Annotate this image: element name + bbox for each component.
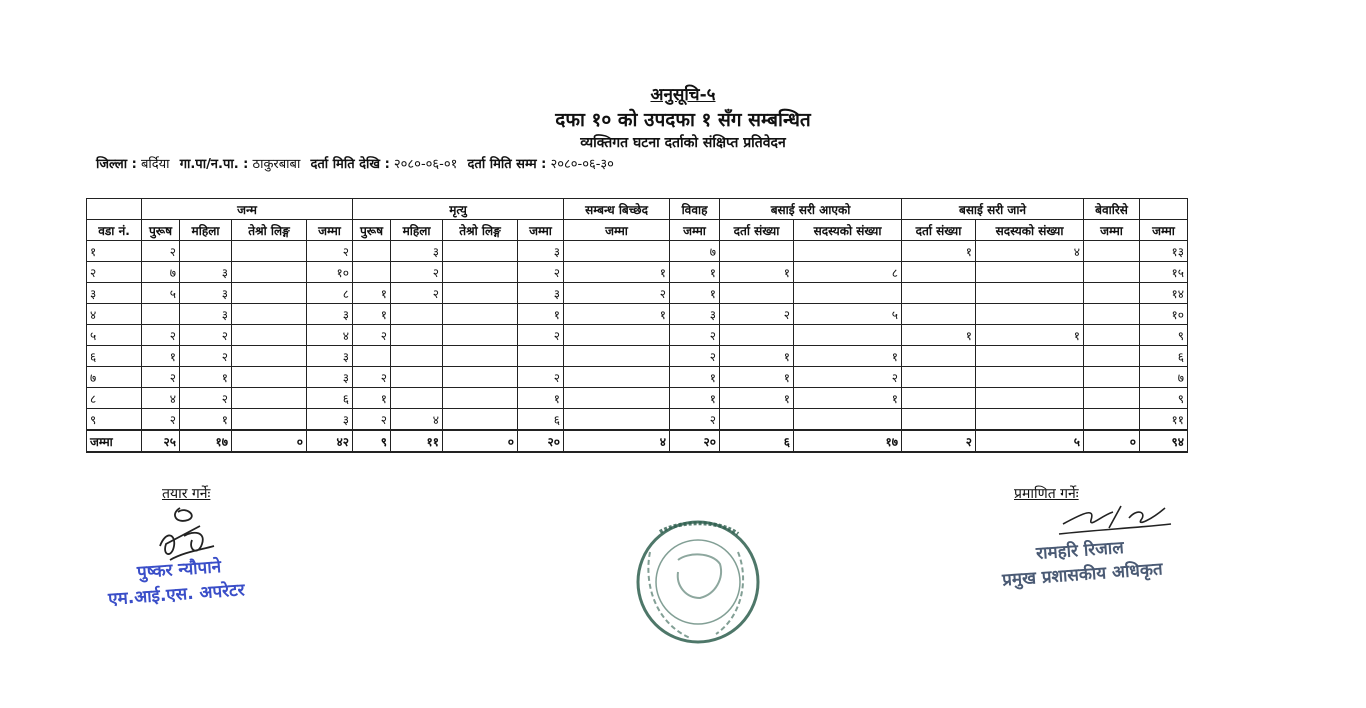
table-cell: १० bbox=[1140, 304, 1188, 325]
table-cell bbox=[443, 241, 518, 262]
ward-cell: १ bbox=[87, 241, 142, 262]
table-cell: १४ bbox=[1140, 283, 1188, 304]
table-cell bbox=[232, 325, 307, 346]
table-cell: ४ bbox=[564, 430, 670, 452]
document-subtitle: व्यक्तिगत घटना दर्ताको संक्षिप्त प्रतिवेदन bbox=[580, 135, 786, 151]
table-cell: १ bbox=[720, 367, 794, 388]
table-row bbox=[87, 241, 1188, 262]
schedule-heading: अनुसूचि-५ bbox=[650, 85, 716, 105]
table-cell bbox=[902, 409, 976, 431]
ward-cell: ७ bbox=[87, 367, 142, 388]
table-cell: ७ bbox=[142, 262, 180, 283]
table-cell bbox=[443, 388, 518, 409]
municipality-label: गा.पा/न.पा. : bbox=[179, 157, 249, 172]
table-cell bbox=[794, 325, 902, 346]
table-cell bbox=[1084, 283, 1140, 304]
table-cell bbox=[232, 409, 307, 431]
table-cell: ३ bbox=[180, 283, 232, 304]
table-cell bbox=[564, 388, 670, 409]
table-cell: ९ bbox=[353, 430, 391, 452]
marriage-group-header: विवाह bbox=[670, 199, 720, 220]
table-cell: १ bbox=[353, 304, 391, 325]
table-cell: १ bbox=[720, 346, 794, 367]
table-cell bbox=[391, 346, 443, 367]
table-cell bbox=[976, 367, 1084, 388]
table-cell: १७ bbox=[180, 430, 232, 452]
table-row bbox=[87, 409, 1188, 431]
table-cell: २ bbox=[180, 325, 232, 346]
ward-cell: ८ bbox=[87, 388, 142, 409]
table-cell: २ bbox=[353, 367, 391, 388]
table-cell: १ bbox=[720, 388, 794, 409]
table-cell bbox=[391, 388, 443, 409]
table-row bbox=[87, 325, 1188, 346]
table-cell: २ bbox=[670, 325, 720, 346]
total-row bbox=[87, 430, 1188, 452]
table-cell: ० bbox=[232, 430, 307, 452]
table-cell: ३ bbox=[307, 367, 353, 388]
birth-male-header: पुरूष bbox=[142, 220, 180, 241]
table-cell: १ bbox=[564, 262, 670, 283]
table-cell bbox=[391, 367, 443, 388]
table-cell bbox=[564, 241, 670, 262]
table-cell: ३ bbox=[180, 304, 232, 325]
table-cell: २० bbox=[518, 430, 564, 452]
table-cell: २ bbox=[142, 325, 180, 346]
out-member-count-header: सदस्यको संख्या bbox=[976, 220, 1084, 241]
table-cell bbox=[976, 388, 1084, 409]
table-row bbox=[87, 388, 1188, 409]
table-cell: २ bbox=[180, 346, 232, 367]
district-value: बर्दिया bbox=[140, 157, 170, 172]
table-cell: ७ bbox=[1140, 367, 1188, 388]
table-cell bbox=[443, 325, 518, 346]
table-cell bbox=[902, 367, 976, 388]
death-total-header: जम्मा bbox=[518, 220, 564, 241]
table-cell: ६ bbox=[307, 388, 353, 409]
table-cell bbox=[564, 346, 670, 367]
table-cell bbox=[794, 283, 902, 304]
table-cell bbox=[1084, 304, 1140, 325]
table-cell: ४ bbox=[142, 388, 180, 409]
table-cell bbox=[443, 304, 518, 325]
table-cell: २ bbox=[353, 409, 391, 431]
table-cell bbox=[232, 283, 307, 304]
table-cell: १ bbox=[180, 409, 232, 431]
table-cell bbox=[902, 283, 976, 304]
table-cell bbox=[976, 262, 1084, 283]
table-cell: ९४ bbox=[1140, 430, 1188, 452]
table-cell: ८ bbox=[307, 283, 353, 304]
table-cell: १ bbox=[902, 241, 976, 262]
table-cell: ९ bbox=[1140, 388, 1188, 409]
ward-cell: ५ bbox=[87, 325, 142, 346]
ward-cell: ६ bbox=[87, 346, 142, 367]
table-cell bbox=[391, 325, 443, 346]
unclaimed-total-header: जम्मा bbox=[1084, 220, 1140, 241]
table-cell bbox=[976, 304, 1084, 325]
table-row bbox=[87, 283, 1188, 304]
to-date-label: दर्ता मिति सम्म : bbox=[467, 157, 547, 172]
table-cell bbox=[232, 262, 307, 283]
table-cell: ११ bbox=[391, 430, 443, 452]
table-cell bbox=[518, 346, 564, 367]
table-cell bbox=[976, 283, 1084, 304]
prepared-by-title: तयार गर्नेः bbox=[162, 486, 211, 502]
birth-total-header: जम्मा bbox=[307, 220, 353, 241]
certified-by-signature bbox=[1055, 498, 1175, 540]
prepared-by-position: एम.आई.एस. अपरेटर bbox=[107, 580, 246, 610]
table-cell bbox=[180, 241, 232, 262]
table-cell: १ bbox=[794, 346, 902, 367]
table-cell: ३ bbox=[518, 241, 564, 262]
table-cell: १ bbox=[976, 325, 1084, 346]
birth-group-header: जन्म bbox=[142, 199, 353, 220]
death-male-header: पुरूष bbox=[353, 220, 391, 241]
table-cell bbox=[902, 304, 976, 325]
table-cell: २ bbox=[307, 241, 353, 262]
table-cell: १ bbox=[518, 304, 564, 325]
table-cell: २ bbox=[720, 304, 794, 325]
table-cell: १ bbox=[720, 262, 794, 283]
divorce-group-header: सम्बन्ध बिच्छेद bbox=[564, 199, 670, 220]
table-cell bbox=[794, 409, 902, 431]
ward-header: वडा नं. bbox=[87, 220, 142, 241]
table-cell: २ bbox=[142, 367, 180, 388]
table-cell: १ bbox=[142, 346, 180, 367]
table-cell: ३ bbox=[307, 409, 353, 431]
table-cell: २ bbox=[564, 283, 670, 304]
table-cell: ८ bbox=[794, 262, 902, 283]
table-cell: १ bbox=[353, 388, 391, 409]
table-cell: २ bbox=[902, 430, 976, 452]
birth-female-header: महिला bbox=[180, 220, 232, 241]
report-meta-line bbox=[96, 154, 620, 172]
ward-cell: ४ bbox=[87, 304, 142, 325]
table-row bbox=[87, 346, 1188, 367]
table-cell: ४ bbox=[391, 409, 443, 431]
table-cell bbox=[794, 241, 902, 262]
table-cell bbox=[353, 241, 391, 262]
table-cell: १ bbox=[670, 262, 720, 283]
table-cell: ३ bbox=[307, 346, 353, 367]
table-cell: ६ bbox=[720, 430, 794, 452]
column-header-row bbox=[87, 220, 1188, 241]
table-row bbox=[87, 367, 1188, 388]
table-cell bbox=[232, 388, 307, 409]
table-cell bbox=[1084, 346, 1140, 367]
table-cell: ० bbox=[1084, 430, 1140, 452]
death-third-gender-header: तेश्रो लिङ्ग bbox=[443, 220, 518, 241]
death-female-header: महिला bbox=[391, 220, 443, 241]
table-cell bbox=[353, 346, 391, 367]
certified-by-name: रामहरि रिजाल bbox=[1035, 537, 1125, 565]
table-cell bbox=[902, 388, 976, 409]
table-cell: १ bbox=[902, 325, 976, 346]
table-cell: ३ bbox=[670, 304, 720, 325]
table-cell: १ bbox=[670, 367, 720, 388]
table-cell: २ bbox=[670, 409, 720, 431]
table-cell bbox=[564, 325, 670, 346]
divorce-total-header: जम्मा bbox=[564, 220, 670, 241]
district-label: जिल्ला : bbox=[96, 157, 137, 172]
table-cell bbox=[1084, 262, 1140, 283]
migration-in-group-header: बसाई सरी आएको bbox=[720, 199, 902, 220]
municipality-value: ठाकुरबाबा bbox=[252, 157, 301, 172]
table-cell: ३ bbox=[391, 241, 443, 262]
table-cell: ३ bbox=[518, 283, 564, 304]
table-cell: ९ bbox=[1140, 325, 1188, 346]
table-cell bbox=[232, 241, 307, 262]
table-cell bbox=[564, 367, 670, 388]
table-cell bbox=[902, 346, 976, 367]
table-cell bbox=[720, 325, 794, 346]
table-cell: २ bbox=[518, 367, 564, 388]
table-cell: ४ bbox=[976, 241, 1084, 262]
certified-by-position: प्रमुख प्रशासकीय अधिकृत bbox=[1001, 559, 1164, 591]
table-cell bbox=[720, 283, 794, 304]
table-cell: २ bbox=[142, 409, 180, 431]
table-cell bbox=[976, 346, 1084, 367]
in-reg-count-header: दर्ता संख्या bbox=[720, 220, 794, 241]
registration-summary-table bbox=[86, 198, 1188, 453]
table-cell bbox=[564, 409, 670, 431]
table-cell: १० bbox=[307, 262, 353, 283]
unclaimed-group-header: बेवारिसे bbox=[1084, 199, 1140, 220]
table-cell: २ bbox=[391, 283, 443, 304]
table-cell: ० bbox=[443, 430, 518, 452]
table-cell: १ bbox=[670, 388, 720, 409]
migration-out-group-header: बसाई सरी जाने bbox=[902, 199, 1084, 220]
table-cell bbox=[391, 304, 443, 325]
table-cell: २५ bbox=[142, 430, 180, 452]
table-cell bbox=[1084, 388, 1140, 409]
table-cell: २ bbox=[670, 346, 720, 367]
table-cell: १ bbox=[794, 388, 902, 409]
from-date-label: दर्ता मिति देखि : bbox=[310, 157, 390, 172]
table-cell: ५ bbox=[794, 304, 902, 325]
table-cell: १ bbox=[180, 367, 232, 388]
blank-header bbox=[87, 199, 142, 220]
table-cell: २ bbox=[794, 367, 902, 388]
table-cell: १ bbox=[670, 283, 720, 304]
table-cell: १३ bbox=[1140, 241, 1188, 262]
table-cell bbox=[1084, 367, 1140, 388]
table-cell: २ bbox=[518, 325, 564, 346]
table-cell: १ bbox=[353, 283, 391, 304]
in-member-count-header: सदस्यको संख्या bbox=[794, 220, 902, 241]
table-cell bbox=[232, 346, 307, 367]
table-cell: १ bbox=[518, 388, 564, 409]
table-cell: ६ bbox=[1140, 346, 1188, 367]
table-body bbox=[87, 241, 1188, 453]
out-reg-count-header: दर्ता संख्या bbox=[902, 220, 976, 241]
table-cell bbox=[232, 367, 307, 388]
death-group-header: मृत्यु bbox=[353, 199, 564, 220]
group-header-row bbox=[87, 199, 1188, 220]
table-cell: २ bbox=[180, 388, 232, 409]
birth-third-gender-header: तेश्रो लिङ्ग bbox=[232, 220, 307, 241]
ward-cell: २ bbox=[87, 262, 142, 283]
table-cell: ५ bbox=[976, 430, 1084, 452]
table-cell: १ bbox=[564, 304, 670, 325]
blank-header bbox=[1140, 199, 1188, 220]
table-cell bbox=[142, 304, 180, 325]
grand-total-header: जम्मा bbox=[1140, 220, 1188, 241]
table-cell: ४२ bbox=[307, 430, 353, 452]
to-date-value: २०८०-०६-३० bbox=[550, 157, 614, 172]
certified-by-title: प्रमाणित गर्नेः bbox=[1014, 486, 1079, 502]
table-cell bbox=[1084, 409, 1140, 431]
table-cell: ४ bbox=[307, 325, 353, 346]
table-cell: ३ bbox=[180, 262, 232, 283]
table-cell: ३ bbox=[307, 304, 353, 325]
table-row bbox=[87, 262, 1188, 283]
table-cell bbox=[902, 262, 976, 283]
table-cell: १५ bbox=[1140, 262, 1188, 283]
table-cell: १७ bbox=[794, 430, 902, 452]
table-cell: २ bbox=[391, 262, 443, 283]
table-cell bbox=[976, 409, 1084, 431]
ward-cell: ९ bbox=[87, 409, 142, 431]
table-cell: २ bbox=[142, 241, 180, 262]
table-cell bbox=[720, 241, 794, 262]
table-cell: २० bbox=[670, 430, 720, 452]
prepared-by-name: पुष्कर न्यौपाने bbox=[136, 557, 222, 583]
table-cell bbox=[443, 283, 518, 304]
office-seal-stamp bbox=[620, 512, 770, 657]
table-cell: २ bbox=[518, 262, 564, 283]
table-cell bbox=[1084, 241, 1140, 262]
table-cell: ६ bbox=[518, 409, 564, 431]
table-row bbox=[87, 304, 1188, 325]
table-cell bbox=[443, 346, 518, 367]
document-title: दफा १० को उपदफा १ सँग सम्बन्धित bbox=[555, 109, 811, 131]
table-cell: २ bbox=[353, 325, 391, 346]
table-cell bbox=[443, 367, 518, 388]
table-cell bbox=[232, 304, 307, 325]
ward-cell: जम्मा bbox=[87, 430, 142, 452]
table-cell bbox=[1084, 325, 1140, 346]
table-cell bbox=[353, 262, 391, 283]
ward-cell: ३ bbox=[87, 283, 142, 304]
table-cell bbox=[720, 409, 794, 431]
table-cell: ७ bbox=[670, 241, 720, 262]
table-cell: ११ bbox=[1140, 409, 1188, 431]
table-cell bbox=[443, 262, 518, 283]
table-cell bbox=[443, 409, 518, 431]
table-cell: ५ bbox=[142, 283, 180, 304]
from-date-value: २०८०-०६-०१ bbox=[393, 157, 458, 172]
marriage-total-header: जम्मा bbox=[670, 220, 720, 241]
